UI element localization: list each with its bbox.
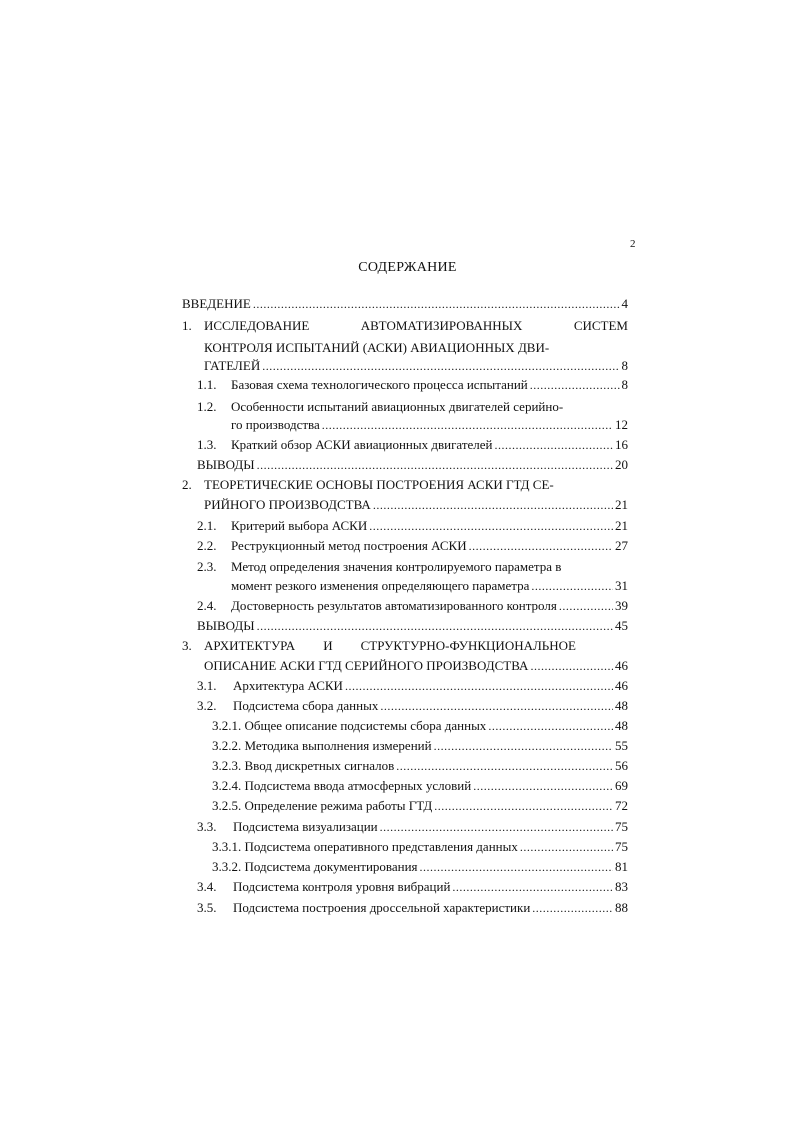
toc-word: ИССЛЕДОВАНИЕ [204,318,310,333]
toc-label: Подсистема построения дроссельной характеристики [233,900,531,915]
toc-number: 3. [182,638,192,653]
toc-page: 31 [615,578,628,593]
leader-dots [322,417,613,433]
leader-dots [520,839,613,855]
toc-entry-3-5[interactable] [197,900,628,916]
toc-label: 3.2.2. Методика выполнения измерений [212,738,432,753]
toc-label: го производства [231,417,320,432]
toc-label: Архитектура АСКИ [233,678,343,693]
toc-page: 48 [615,718,628,733]
leader-dots [473,778,613,794]
toc-entry-chapter-2-end [204,497,628,513]
toc-label: Метод определения значения контролируемого параметра в [231,559,562,574]
leader-dots [396,758,613,774]
toc-entry-chapter-1-cont [204,340,584,356]
leader-dots [434,798,613,814]
leader-dots [434,738,613,754]
leader-dots [452,879,613,895]
toc-page: 21 [615,497,628,512]
toc-label: 3.3.1. Подсистема оперативного представления данных [212,839,518,854]
toc-number: 2. [182,477,192,492]
leader-dots [262,358,619,374]
toc-page: 20 [615,457,628,472]
toc-page: 48 [615,698,628,713]
toc-entry-chapter-1[interactable] [182,318,628,334]
toc-label: Критерий выбора АСКИ [231,518,368,533]
leader-dots [420,859,613,875]
leader-dots [345,678,613,694]
toc-entry-conclusions-2[interactable] [197,618,628,634]
page-number: 2 [630,238,636,250]
toc-number: 3.2. [197,698,217,713]
toc-entry-3-3[interactable] [197,819,628,835]
toc-label: момент резкого изменения определяющего параметра [231,578,530,593]
toc-page: 16 [615,437,628,452]
toc-number: 3.1. [197,678,217,693]
toc-entry-1-3[interactable] [197,437,628,453]
toc-number: 1.3. [197,437,217,452]
toc-entry-2-1[interactable] [197,518,628,534]
toc-word: АРХИТЕКТУРА [204,638,296,653]
toc-page: 81 [615,859,628,874]
toc-label: Реструкционный метод построения АСКИ [231,538,467,553]
toc-entry-3-2[interactable] [197,698,628,714]
toc-number: 2.4. [197,598,217,613]
toc-label [204,318,628,334]
toc-label [204,638,576,654]
toc-page: 12 [615,417,628,432]
toc-label: 3.2.1. Общее описание подсистемы сбора данных [212,718,487,733]
toc-entry-3-2-1[interactable] [212,718,628,734]
toc-page: 45 [615,618,628,633]
toc-number: 3.5. [197,900,217,915]
toc-entry-intro[interactable] [182,296,628,312]
toc-label: Подсистема сбора данных [233,698,379,713]
leader-dots [373,497,613,513]
toc-page: 4 [621,296,628,311]
toc-label: ГАТЕЛЕЙ [204,358,261,373]
toc-page: 72 [615,798,628,813]
toc-entry-3-2-3[interactable] [212,758,628,774]
toc-page: 21 [615,518,628,533]
toc-entry-1-1[interactable] [197,377,628,393]
toc-entry-2-4[interactable] [197,598,628,614]
toc-page: 69 [615,778,628,793]
toc-entry-3-2-4[interactable] [212,778,628,794]
toc-label: ВВЕДЕНИЕ [182,296,251,311]
toc-label: Базовая схема технологического процесса испытаний [231,377,528,392]
toc-label: 3.2.5. Определение режима работы ГТД [212,798,433,813]
leader-dots [488,718,613,734]
toc-label: Подсистема контроля уровня вибраций [233,879,451,894]
toc-entry-3-2-5[interactable] [212,798,628,814]
toc-number: 2.2. [197,538,217,553]
toc-number: 1.2. [197,399,217,414]
toc-label: ТЕОРЕТИЧЕСКИЕ ОСНОВЫ ПОСТРОЕНИЯ АСКИ ГТД СЕ- [204,477,554,492]
leader-dots [380,819,613,835]
leader-dots [531,578,613,594]
toc-entry-1-2[interactable] [197,399,628,415]
toc-page: 88 [615,900,628,915]
toc-page: 8 [621,377,628,392]
toc-label: КОНТРОЛЯ ИСПЫТАНИЙ (АСКИ) АВИАЦИОННЫХ ДВИ- [204,340,550,355]
leader-dots [532,900,613,916]
toc-entry-chapter-3[interactable] [182,638,576,654]
leader-dots [257,618,613,634]
toc-entry-3-4[interactable] [197,879,628,895]
toc-label: ВЫВОДЫ [197,457,255,472]
toc-label: ВЫВОДЫ [197,618,255,633]
leader-dots [257,457,613,473]
toc-page: 46 [615,678,628,693]
toc-entry-2-2[interactable] [197,538,628,554]
toc-word: АВТОМАТИЗИРОВАННЫХ [360,318,523,333]
toc-page: 56 [615,758,628,773]
leader-dots [530,377,620,393]
toc-entry-3-2-2[interactable] [212,738,628,754]
toc-label: ОПИСАНИЕ АСКИ ГТД СЕРИЙНОГО ПРОИЗВОДСТВА [204,658,529,673]
toc-number: 1. [182,318,192,333]
toc-page: 46 [615,658,628,673]
toc-number: 3.4. [197,879,217,894]
toc-label: Особенности испытаний авиационных двигателей серийно- [231,399,564,414]
toc-label: 3.2.3. Ввод дискретных сигналов [212,758,395,773]
toc-page: 75 [615,819,628,834]
leader-dots [530,658,613,674]
toc-entry-chapter-2[interactable] [182,477,628,493]
leader-dots [495,437,614,453]
leader-dots [380,698,613,714]
toc-entry-3-1[interactable] [197,678,628,694]
toc-page: 75 [615,839,628,854]
toc-page: 8 [621,358,628,373]
leader-dots [559,598,613,614]
toc-title: СОДЕРЖАНИЕ [358,260,457,275]
toc-entry-3-3-2[interactable] [212,859,628,875]
toc-entry-3-3-1[interactable] [212,839,628,855]
toc-entry-chapter-3-end [204,658,628,674]
toc-label: 3.3.2. Подсистема документирования [212,859,418,874]
toc-number: 3.3. [197,819,217,834]
toc-entry-chapter-1-end [204,358,628,374]
toc-page: 39 [615,598,628,613]
leader-dots [253,296,620,312]
toc-label: Подсистема визуализации [233,819,378,834]
toc-entry-2-3-end [231,578,628,594]
toc-label: 3.2.4. Подсистема ввода атмосферных условий [212,778,472,793]
toc-label: РИЙНОГО ПРОИЗВОДСТВА [204,497,371,512]
leader-dots [469,538,613,554]
toc-entry-conclusions-1[interactable] [197,457,628,473]
leader-dots [369,518,613,534]
toc-label: Достоверность результатов автоматизированного контроля [231,598,557,613]
toc-entry-2-3[interactable] [197,559,628,575]
toc-entry-1-2-end [231,417,628,433]
toc-number: 2.3. [197,559,217,574]
toc-page: 27 [615,538,628,553]
toc-word: И [323,638,333,653]
toc-word: СТРУКТУРНО-ФУНКЦИОНАЛЬНОЕ [360,638,576,653]
toc-page: 55 [615,738,628,753]
toc-number: 2.1. [197,518,217,533]
toc-word: СИСТЕМ [573,318,628,333]
toc-label: Краткий обзор АСКИ авиационных двигателей [231,437,493,452]
toc-page: 83 [615,879,628,894]
toc-number: 1.1. [197,377,217,392]
